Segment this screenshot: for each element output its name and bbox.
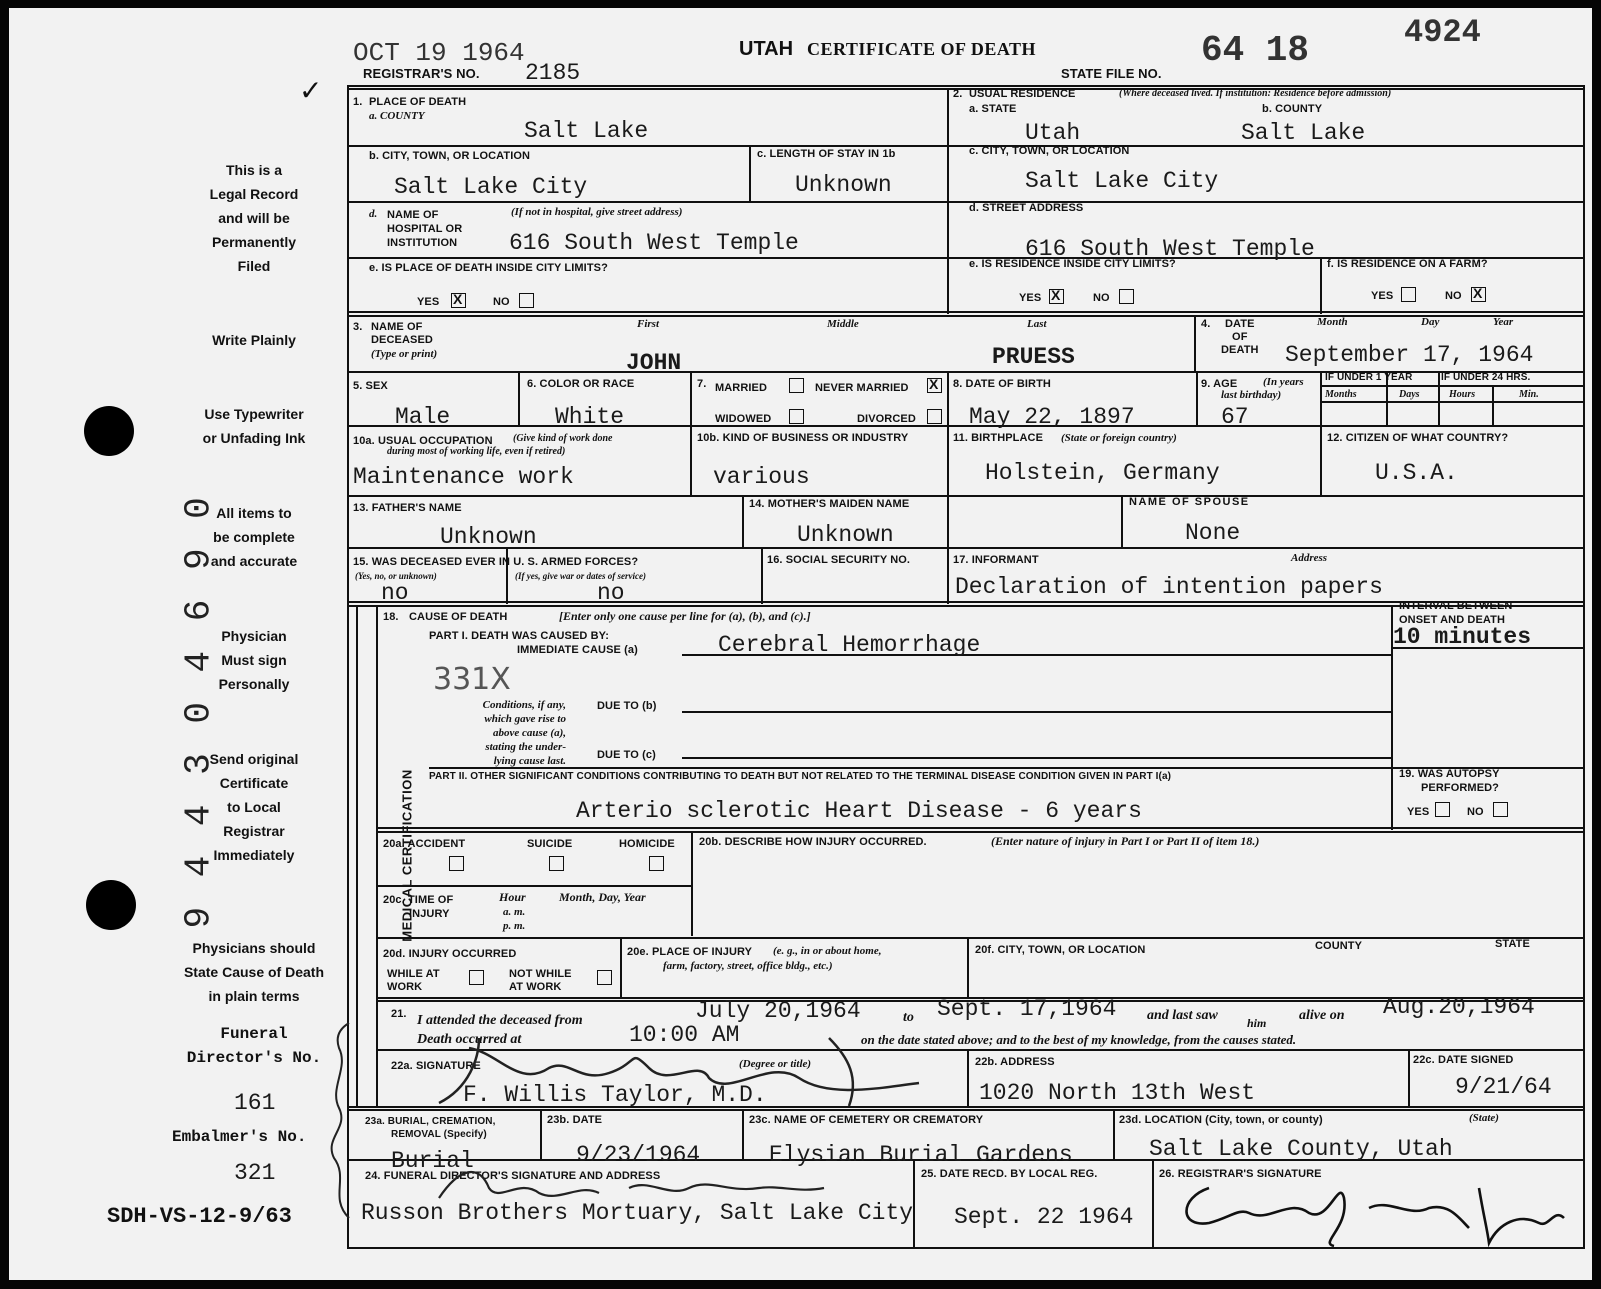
- widowed-checkbox[interactable]: [789, 409, 804, 424]
- burial-method-label: 23a. BURIAL, CREMATION,: [365, 1116, 496, 1127]
- due-to-b-label: DUE TO (b): [597, 700, 657, 712]
- item-2-num: 2.: [953, 88, 963, 100]
- not-while-work-checkbox[interactable]: [597, 970, 612, 985]
- medical-certification-label: MEDICAL CERTIFICATION: [399, 769, 415, 942]
- age-hint2: last birthday): [1221, 389, 1282, 401]
- mother-label: 14. MOTHER'S MAIDEN NAME: [749, 498, 910, 510]
- due-to-c-label: DUE TO (c): [597, 749, 656, 761]
- corner-number: 4924: [1404, 14, 1481, 51]
- county-label: a. COUNTY: [369, 110, 425, 122]
- occupation-hint2: during most of working life, even if retired): [387, 446, 566, 457]
- item-18-num: 18.: [383, 611, 399, 623]
- physician-sign-note: Physician Must sign Personally: [218, 628, 290, 692]
- inside-city-no-checkbox[interactable]: [519, 293, 534, 308]
- funeral-director: Russon Brothers Mortuary, Salt Lake City: [361, 1200, 914, 1226]
- while-at-work-checkbox[interactable]: [469, 970, 484, 985]
- physician-name: F. Willis Taylor, M.D.: [463, 1082, 767, 1108]
- city-label: b. CITY, TOWN, OR LOCATION: [369, 150, 531, 162]
- farm-label: f. IS RESIDENCE ON A FARM?: [1327, 258, 1488, 270]
- typewriter-note: Use Typewriter or Unfading Ink: [202, 406, 306, 446]
- attended-to: Sept. 17,1964: [937, 996, 1117, 1022]
- residence-street: 616 South West Temple: [1025, 236, 1315, 262]
- residence-hint: (Where deceased lived. If institution: Residence before admission): [1119, 88, 1392, 99]
- funeral-director-no: 161: [234, 1090, 276, 1116]
- burial-method-label2: REMOVAL (Specify): [391, 1129, 487, 1140]
- yes-label: YES: [417, 296, 440, 308]
- send-original-note: Send original Certificate to Local Registrar Immediately: [209, 751, 299, 863]
- accident-label: 20a. ACCIDENT: [383, 838, 466, 850]
- embalmer-no: 321: [234, 1160, 276, 1186]
- injury-city-label: 20f. CITY, TOWN, OR LOCATION: [975, 944, 1146, 956]
- injury-state-label: STATE: [1495, 938, 1530, 950]
- suicide-checkbox[interactable]: [549, 856, 564, 871]
- item-7-num: 7.: [697, 378, 707, 390]
- injury-county-label: COUNTY: [1315, 940, 1363, 952]
- physician-address-label: 22b. ADDRESS: [975, 1056, 1055, 1068]
- married-label: MARRIED: [715, 382, 768, 394]
- name-hint: (Type or print): [371, 348, 438, 360]
- first-name: JOHN: [626, 350, 682, 376]
- birthplace-hint: (State or foreign country): [1061, 432, 1177, 444]
- am-label: a. m.: [503, 906, 526, 918]
- location-state-label: (State): [1469, 1112, 1499, 1124]
- autopsy-label2: PERFORMED?: [1421, 782, 1499, 794]
- certificate-paper: [9, 8, 1592, 1280]
- suicide-label: SUICIDE: [527, 838, 573, 850]
- describe-injury-label: 20b. DESCRIBE HOW INJURY OCCURRED.: [699, 836, 927, 848]
- embalmer-signature: [319, 1018, 359, 1228]
- residence-inside-label: e. IS RESIDENCE INSIDE CITY LIMITS?: [969, 258, 1176, 270]
- registrar-no: 2185: [525, 60, 581, 86]
- farm-yes-checkbox[interactable]: [1401, 287, 1416, 302]
- father-name: Unknown: [440, 524, 537, 550]
- citizenship: U.S.A.: [1375, 460, 1458, 486]
- age: 67: [1221, 404, 1249, 430]
- write-plainly-note: Write Plainly: [212, 332, 296, 348]
- conditions-note: Conditions, if any, which gave rise to above cause (a), stating the under- lying cause last.: [482, 699, 566, 767]
- pm-label: p. m.: [503, 920, 526, 932]
- birthplace-label: 11. BIRTHPLACE: [953, 432, 1044, 444]
- part1-label: PART I. DEATH WAS CAUSED BY:: [429, 630, 610, 642]
- other-conditions: Arterio sclerotic Heart Disease - 6 years: [576, 798, 1142, 824]
- degree-label: (Degree or title): [739, 1058, 812, 1070]
- not-while-work-label: NOT WHILE AT WORK: [509, 968, 572, 993]
- last-seen-alive: Aug.20,1964: [1383, 994, 1535, 1020]
- received-stamp-date: OCT 19 1964: [353, 38, 525, 68]
- date-of-death-label: DATE OF DEATH: [1221, 318, 1259, 356]
- alive-label: alive on: [1299, 1008, 1345, 1023]
- place-hint2: farm, factory, street, office bldg., etc.): [663, 960, 833, 972]
- days-label: Days: [1399, 389, 1420, 400]
- residence-county-label: b. COUNTY: [1262, 103, 1323, 115]
- state-file-label: STATE FILE NO.: [1061, 66, 1162, 81]
- time-of-injury-label2: INJURY: [409, 908, 450, 920]
- date-received-label: 25. DATE RECD. BY LOCAL REG.: [921, 1168, 1098, 1180]
- autopsy-no-label: NO: [1467, 806, 1484, 818]
- farm-yes-label: YES: [1371, 290, 1394, 302]
- interval-label2: ONSET AND DEATH: [1399, 614, 1505, 626]
- immediate-cause: Cerebral Hemorrhage: [718, 632, 981, 658]
- death-city: Salt Lake City: [394, 174, 588, 200]
- physician-address: 1020 North 13th West: [979, 1080, 1256, 1106]
- divorced-label: DIVORCED: [857, 413, 916, 425]
- residence-inside-yes-checkbox[interactable]: X: [1049, 289, 1064, 304]
- usual-occupation: Maintenance work: [353, 464, 574, 490]
- war-service: no: [597, 580, 625, 606]
- registrar-no-label: REGISTRAR'S NO.: [363, 66, 480, 81]
- residence-heading: USUAL RESIDENCE: [969, 88, 1076, 100]
- cemetery-label: 23c. NAME OF CEMETERY OR CREMATORY: [749, 1114, 984, 1126]
- certification-statement: on the date stated above; and to the best of my knowledge, from the causes stated.: [861, 1032, 1297, 1047]
- date-of-birth: May 22, 1897: [969, 404, 1135, 430]
- item-1-num: 1.: [353, 96, 363, 108]
- hours-label: Hours: [1449, 389, 1476, 400]
- to-label: to: [903, 1010, 914, 1025]
- title-state: UTAH: [739, 38, 794, 60]
- cause-heading: CAUSE OF DEATH: [409, 611, 508, 623]
- father-label: 13. FATHER'S NAME: [353, 502, 462, 514]
- burial-location: Salt Lake County, Utah: [1149, 1136, 1453, 1162]
- registrar-signature: [1169, 1168, 1569, 1248]
- place-of-death-heading: PLACE OF DEATH: [369, 96, 467, 108]
- residence-city-label: c. CITY, TOWN, OR LOCATION: [969, 145, 1130, 157]
- form-number: SDH-VS-12-9/63: [107, 1204, 292, 1229]
- name-label: NAME OF DECEASED: [371, 321, 433, 346]
- date-of-death: September 17, 1964: [1285, 342, 1534, 368]
- armed-forces-label: 15. WAS DECEASED EVER IN U. S. ARMED FORCES?: [353, 556, 639, 568]
- page-title: CERTIFICATE OF DEATH: [807, 39, 1037, 59]
- describe-injury-hint: (Enter nature of injury in Part I or Part II of item 18.): [991, 834, 1260, 848]
- under-24-hrs-label: IF UNDER 24 HRS.: [1441, 372, 1531, 383]
- age-hint: (In years: [1263, 376, 1304, 388]
- hospital-hint: (If not in hospital, give street address): [511, 206, 683, 218]
- burial-date-label: 23b. DATE: [547, 1114, 603, 1126]
- age-label: 9. AGE: [1201, 378, 1238, 390]
- hospital-d: d.: [369, 208, 378, 220]
- time-of-death: 10:00 AM: [629, 1022, 740, 1048]
- mother-name: Unknown: [797, 522, 894, 548]
- under-1-year-label: IF UNDER 1 YEAR: [1325, 372, 1413, 383]
- injury-occurred-label: 20d. INJURY OCCURRED: [383, 948, 517, 960]
- homicide-checkbox[interactable]: [649, 856, 664, 871]
- hospital-label: NAME OF HOSPITAL OR INSTITUTION: [387, 209, 463, 249]
- cemetery-name: Elysian Burial Gardens: [769, 1142, 1073, 1168]
- widowed-label: WIDOWED: [715, 413, 772, 425]
- residence-inside-no-checkbox[interactable]: [1119, 289, 1134, 304]
- married-checkbox[interactable]: [789, 378, 804, 393]
- part2-label: PART II. OTHER SIGNIFICANT CONDITIONS CONTRIBUTING TO DEATH BUT NOT RELATED TO THE TERMINAL DISEASE CONDITION GIVEN IN PART I(a): [429, 771, 1172, 782]
- while-at-work-label: WHILE AT WORK: [387, 968, 440, 993]
- physician-signature: [409, 1028, 929, 1108]
- informant: Declaration of intention papers: [955, 574, 1383, 600]
- business: various: [713, 464, 810, 490]
- farm-no-label: NO: [1445, 290, 1462, 302]
- hospital-address: 616 South West Temple: [509, 230, 799, 256]
- never-married-checkbox[interactable]: X: [927, 378, 942, 393]
- months-label: Months: [1325, 389, 1357, 400]
- month-label: Month: [1317, 316, 1348, 328]
- date-received: Sept. 22 1964: [954, 1204, 1134, 1230]
- cause-terms-note: Physicians should State Cause of Death in plain terms: [183, 940, 325, 1004]
- sex-label: 5. SEX: [353, 380, 388, 392]
- cause-hint: [Enter only one cause per line for (a), (b), and (c).]: [559, 609, 811, 623]
- occupation-hint: (Give kind of work done: [513, 433, 613, 444]
- autopsy-label: 19. WAS AUTOPSY: [1399, 768, 1500, 780]
- address-label: Address: [1291, 552, 1328, 564]
- informant-label: 17. INFORMANT: [953, 554, 1039, 566]
- death-occurred-label: Death occurred at: [417, 1032, 522, 1047]
- inside-city-yes-checkbox[interactable]: X: [451, 293, 466, 308]
- last-label: Last: [1027, 318, 1047, 330]
- divorced-checkbox[interactable]: [927, 409, 942, 424]
- vertical-serial-number: 9 4 4 3 0 4 6 9 0: [178, 493, 220, 929]
- him-label: him: [1247, 1016, 1267, 1030]
- race: White: [555, 404, 625, 430]
- middle-label: Middle: [827, 318, 859, 330]
- occupation-label: 10a. USUAL OCCUPATION: [353, 435, 493, 447]
- autopsy-yes-label: YES: [1407, 806, 1430, 818]
- day-label: Day: [1421, 316, 1440, 328]
- cause-code: 331X: [433, 662, 511, 697]
- year-label: Year: [1493, 316, 1514, 328]
- time-of-injury-label: 20c. TIME OF: [383, 894, 454, 906]
- autopsy-yes-checkbox[interactable]: [1435, 802, 1450, 817]
- date-signed: 9/21/64: [1455, 1074, 1552, 1100]
- residence-county: Salt Lake: [1241, 120, 1366, 146]
- sex: Male: [395, 404, 451, 430]
- race-label: 6. COLOR OR RACE: [527, 378, 635, 390]
- complete-note: All items to be complete and accurate: [210, 505, 298, 569]
- citizen-label: 12. CITIZEN OF WHAT COUNTRY?: [1327, 432, 1509, 444]
- burial-date: 9/23/1964: [576, 1142, 701, 1168]
- registrar-signature-label: 26. REGISTRAR'S SIGNATURE: [1159, 1168, 1322, 1180]
- item-4-num: 4.: [1201, 318, 1211, 330]
- residence-state: Utah: [1025, 120, 1081, 146]
- interval-label: INTERVAL BETWEEN: [1399, 600, 1513, 612]
- no-label: NO: [493, 296, 510, 308]
- embalmer-label: Embalmer's No.: [172, 1128, 307, 1146]
- mdy-label: Month, Day, Year: [559, 890, 646, 904]
- attended-from: July 20,1964: [695, 998, 861, 1024]
- min-label: Min.: [1519, 389, 1539, 400]
- place-of-injury-label: 20e. PLACE OF INJURY: [627, 946, 753, 958]
- funeral-director-sig-label: 24. FUNERAL DIRECTOR'S SIGNATURE AND ADDRESS: [365, 1170, 661, 1182]
- accident-checkbox[interactable]: [449, 856, 464, 871]
- residence-yes-label: YES: [1019, 292, 1042, 304]
- immediate-cause-label: IMMEDIATE CAUSE (a): [517, 644, 638, 656]
- signature-label: 22a. SIGNATURE: [391, 1060, 481, 1072]
- last-saw-label: and last saw: [1147, 1008, 1218, 1023]
- birthplace: Holstein, Germany: [985, 460, 1220, 486]
- ssn-label: 16. SOCIAL SECURITY NO.: [767, 554, 911, 566]
- funeral-director-signature: [429, 1158, 829, 1206]
- state-file-no: 64 18: [1201, 30, 1310, 71]
- dob-label: 8. DATE OF BIRTH: [953, 378, 1051, 390]
- attended-label: I attended the deceased from: [417, 1013, 583, 1028]
- first-label: First: [637, 318, 660, 330]
- check-mark-icon: ✓: [299, 75, 323, 106]
- residence-state-label: a. STATE: [969, 103, 1017, 115]
- street-label: d. STREET ADDRESS: [969, 202, 1084, 214]
- item-21-num: 21.: [391, 1008, 407, 1020]
- autopsy-no-checkbox[interactable]: [1493, 802, 1508, 817]
- homicide-label: HOMICIDE: [619, 838, 675, 850]
- funeral-director-label: Funeral Director's No.: [186, 1025, 322, 1067]
- item-3-num: 3.: [353, 321, 363, 333]
- date-signed-label: 22c. DATE SIGNED: [1413, 1054, 1514, 1066]
- hour-label: Hour: [499, 890, 526, 904]
- interval: 10 minutes: [1393, 624, 1532, 650]
- last-name: PRUESS: [992, 344, 1075, 370]
- spouse-name: None: [1185, 520, 1241, 546]
- place-hint: (e. g., in or about home,: [773, 945, 882, 957]
- burial-method: Burial: [391, 1148, 474, 1174]
- business-label: 10b. KIND OF BUSINESS OR INDUSTRY: [697, 432, 909, 444]
- spouse-label: NAME OF SPOUSE: [1129, 496, 1250, 508]
- never-married-label: NEVER MARRIED: [815, 382, 909, 394]
- stay-label: c. LENGTH OF STAY IN 1b: [757, 148, 896, 160]
- residence-no-label: NO: [1093, 292, 1110, 304]
- legal-record-note: This is a Legal Record and will be Permanently Filed: [209, 162, 299, 274]
- armed-hint: (Yes, no, or unknown): [355, 571, 437, 581]
- armed-hint2: (If yes, give war or dates of service): [515, 571, 646, 581]
- death-county: Salt Lake: [524, 118, 649, 144]
- armed-forces: no: [381, 580, 409, 606]
- inside-city-label: e. IS PLACE OF DEATH INSIDE CITY LIMITS?: [369, 262, 608, 274]
- length-of-stay: Unknown: [795, 172, 892, 198]
- farm-no-checkbox[interactable]: X: [1471, 287, 1486, 302]
- location-label: 23d. LOCATION (City, town, or county): [1119, 1114, 1323, 1126]
- residence-city: Salt Lake City: [1025, 168, 1219, 194]
